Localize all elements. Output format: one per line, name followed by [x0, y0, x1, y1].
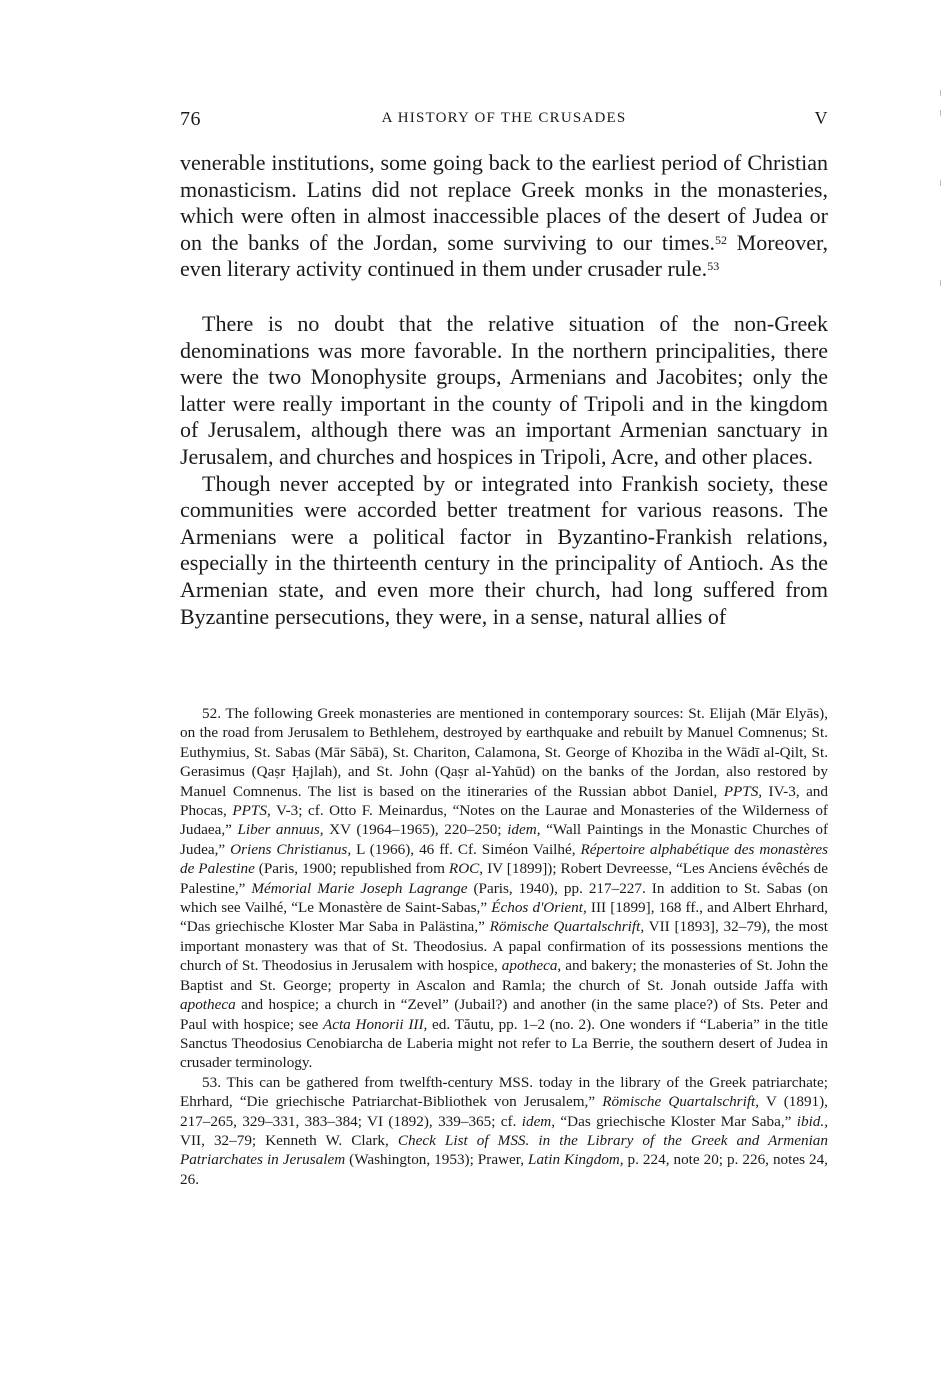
fn52-i6: Répertoire alphabétique des monastères de Palestine	[180, 840, 828, 878]
fn52-t2: IV-3, and Phocas,	[180, 782, 828, 820]
fn53-i1: Römische Quartalschrift,	[602, 1093, 760, 1111]
footnote-ref-53: 53	[707, 259, 720, 274]
paragraph-1-text-b: Moreover, even literary activity continued in them under crusader rule.	[180, 229, 828, 282]
fn52-i2: PPTS,	[232, 802, 271, 820]
paragraph-3: Though never accepted by or integrated into Frankish society, these communities were accorded better treatment for various reasons. The Armenians were a political factor in Byzantino-Frankish relations, especially in the thirteenth century in the principality of Antioch. As the Armenian state, and even more their church, had long suffered from Byzantine persecutions, they were, in a sense, natural allies of	[180, 470, 828, 629]
fn52-i5: Oriens Christianus,	[230, 840, 352, 858]
fn53-t6: p. 224, note 20; p. 226, notes 24, 26.	[180, 1151, 828, 1188]
running-title: A HISTORY OF THE CRUSADES	[381, 110, 627, 126]
fn52-t12: and bakery; the monasteries of St. John the Baptist and St. George; property in Ascalon and Ramla; the church of St. Jonah outside Jaffa with	[180, 957, 828, 994]
fn52-t4: XV (1964–1965), 220–250;	[323, 821, 508, 839]
footnotes	[180, 704, 828, 1189]
fn52-t8: IV [1899]); Robert Devreesse, “Les Anciens évêchés de Palestine,”	[180, 860, 828, 897]
fn52-i9: Échos d'Orient,	[491, 899, 587, 917]
fn52-t13: and hospice; a church in “Zevel” (Jubail?) and another (in the same place?) of Sts. Peter and Paul with hospice; see	[180, 996, 828, 1033]
fn52-i11: apotheca,	[501, 957, 562, 975]
fn53-i5: Latin Kingdom,	[528, 1151, 624, 1169]
chapter-number: V	[814, 108, 828, 128]
footnote-52	[180, 704, 828, 1073]
fn52-i4: idem,	[507, 821, 541, 839]
footnote-53	[180, 1073, 828, 1189]
fn53-t4: VII, 32–79; Kenneth W. Clark,	[180, 1131, 398, 1149]
paragraph-2: There is no doubt that the relative situation of the non-Greek denominations was more favorable. In the northern principalities, there were the two Monophysite groups, Armenians and Jacobites; only the latter were really important in the county of Tripoli and in the kingdom of Jerusalem, although there was an important Armenian sanctuary in Jerusalem, and churches and hospices in Tripoli, Acre, and other places.	[180, 310, 828, 469]
fn53-i2: idem,	[521, 1112, 556, 1130]
fn52-t6: L (1966), 46 ff. Cf. Siméon Vailhé,	[351, 840, 581, 858]
fn52-t9: (Paris, 1940), pp. 217–227. In addition to St. Sabas (on which see Vailhé, “Le Monastère de Saint-Sabas,”	[180, 879, 828, 917]
fn52-t14: ed. Tăutu, pp. 1–2 (no. 2). One wonders if “Laberia” in the title Sanctus Theodosius Cenobiarcha de Laberia might not refer to La Berrie, the southern desert of Judea in crusader terminology.	[180, 1015, 828, 1072]
fn52-i12: apotheca	[180, 996, 236, 1014]
page-number: 76	[180, 108, 201, 130]
fn52-t10: III [1899], 168 ff., and Albert Ehrhard, “Das griechische Kloster Mar Saba in Palästina,”	[180, 899, 828, 936]
fn53-i3: ibid.,	[796, 1112, 828, 1130]
fn53-t5: (Washington, 1953); Prawer,	[345, 1151, 528, 1169]
fn52-i7: ROC,	[448, 860, 484, 878]
fn53-t1: 53. This can be gathered from twelfth-century MSS. today in the library of the Greek patriarchate; Ehrhard, “Die griechische Patriarchat-Bibliothek von Jerusalem,”	[180, 1073, 828, 1111]
fn52-t3: V-3; cf. Otto F. Meinardus, “Notes on the Laurae and Monasteries of the Wilderness of Judaea,”	[180, 802, 828, 839]
fn53-t2: V (1891), 217–265, 329–331, 383–384; VI (1892), 339–365; cf.	[180, 1093, 828, 1130]
fn52-t1: 52. The following Greek monasteries are mentioned in contemporary sources: St. Elijah (Mār Elyās), on the road from Jerusalem to Bethlehem, destroyed by earthquake and rebuilt by Manuel Comnenus; St. Euthymius, St. Sabas (Mār Sābā), St. Chariton, Calamona, St. George of Khoziba in the Wādī al-Qilt, St. Gerasimus (Qaṣr Ḥajlah), and St. John (Qaṣr al-Yahūd) on the banks of the Jordan, also restored by Manuel Comnenus. The list is based on the itineraries of the Russian abbot Daniel,	[180, 705, 828, 800]
running-header	[180, 108, 828, 132]
fn52-i3: Liber annuus,	[237, 821, 324, 839]
footnote-ref-52: 52	[715, 232, 727, 247]
fn53-i4: Check List of MSS. in the Library of the Greek and Armenian Patriarchates in Jerusalem	[180, 1131, 828, 1169]
main-text	[180, 150, 828, 630]
fn52-i8: Mémorial Marie Joseph Lagrange	[251, 879, 468, 897]
fn52-i10: Römische Quartalschrift,	[489, 918, 645, 936]
fn52-t5: “Wall Paintings in the Monastic Churches of Judea,”	[180, 821, 829, 858]
fn52-t11: VII [1893], 32–79), the most important monastery was that of St. Theodosius. A papal confirmation of its possessions mentions the church of St. Theodosius in Jerusalem with hospice,	[180, 918, 828, 975]
paragraph-1-text-a: venerable institutions, some going back to the earliest period of Christian monasticism. Latins did not replace Greek monks in the monasteries, which were often in almost inaccessible places of the desert of Judea or on the banks of the Jordan, some surviving to our times.	[180, 150, 828, 255]
scan-edge-marks	[940, 90, 942, 290]
fn52-i13: Acta Honorii III,	[322, 1015, 428, 1033]
fn52-i1: PPTS,	[723, 782, 763, 800]
fn52-t7: (Paris, 1900; republished from	[254, 860, 449, 878]
paragraph-1	[180, 150, 828, 283]
fn53-t3: “Das griechische Kloster Mar Saba,”	[555, 1112, 797, 1130]
